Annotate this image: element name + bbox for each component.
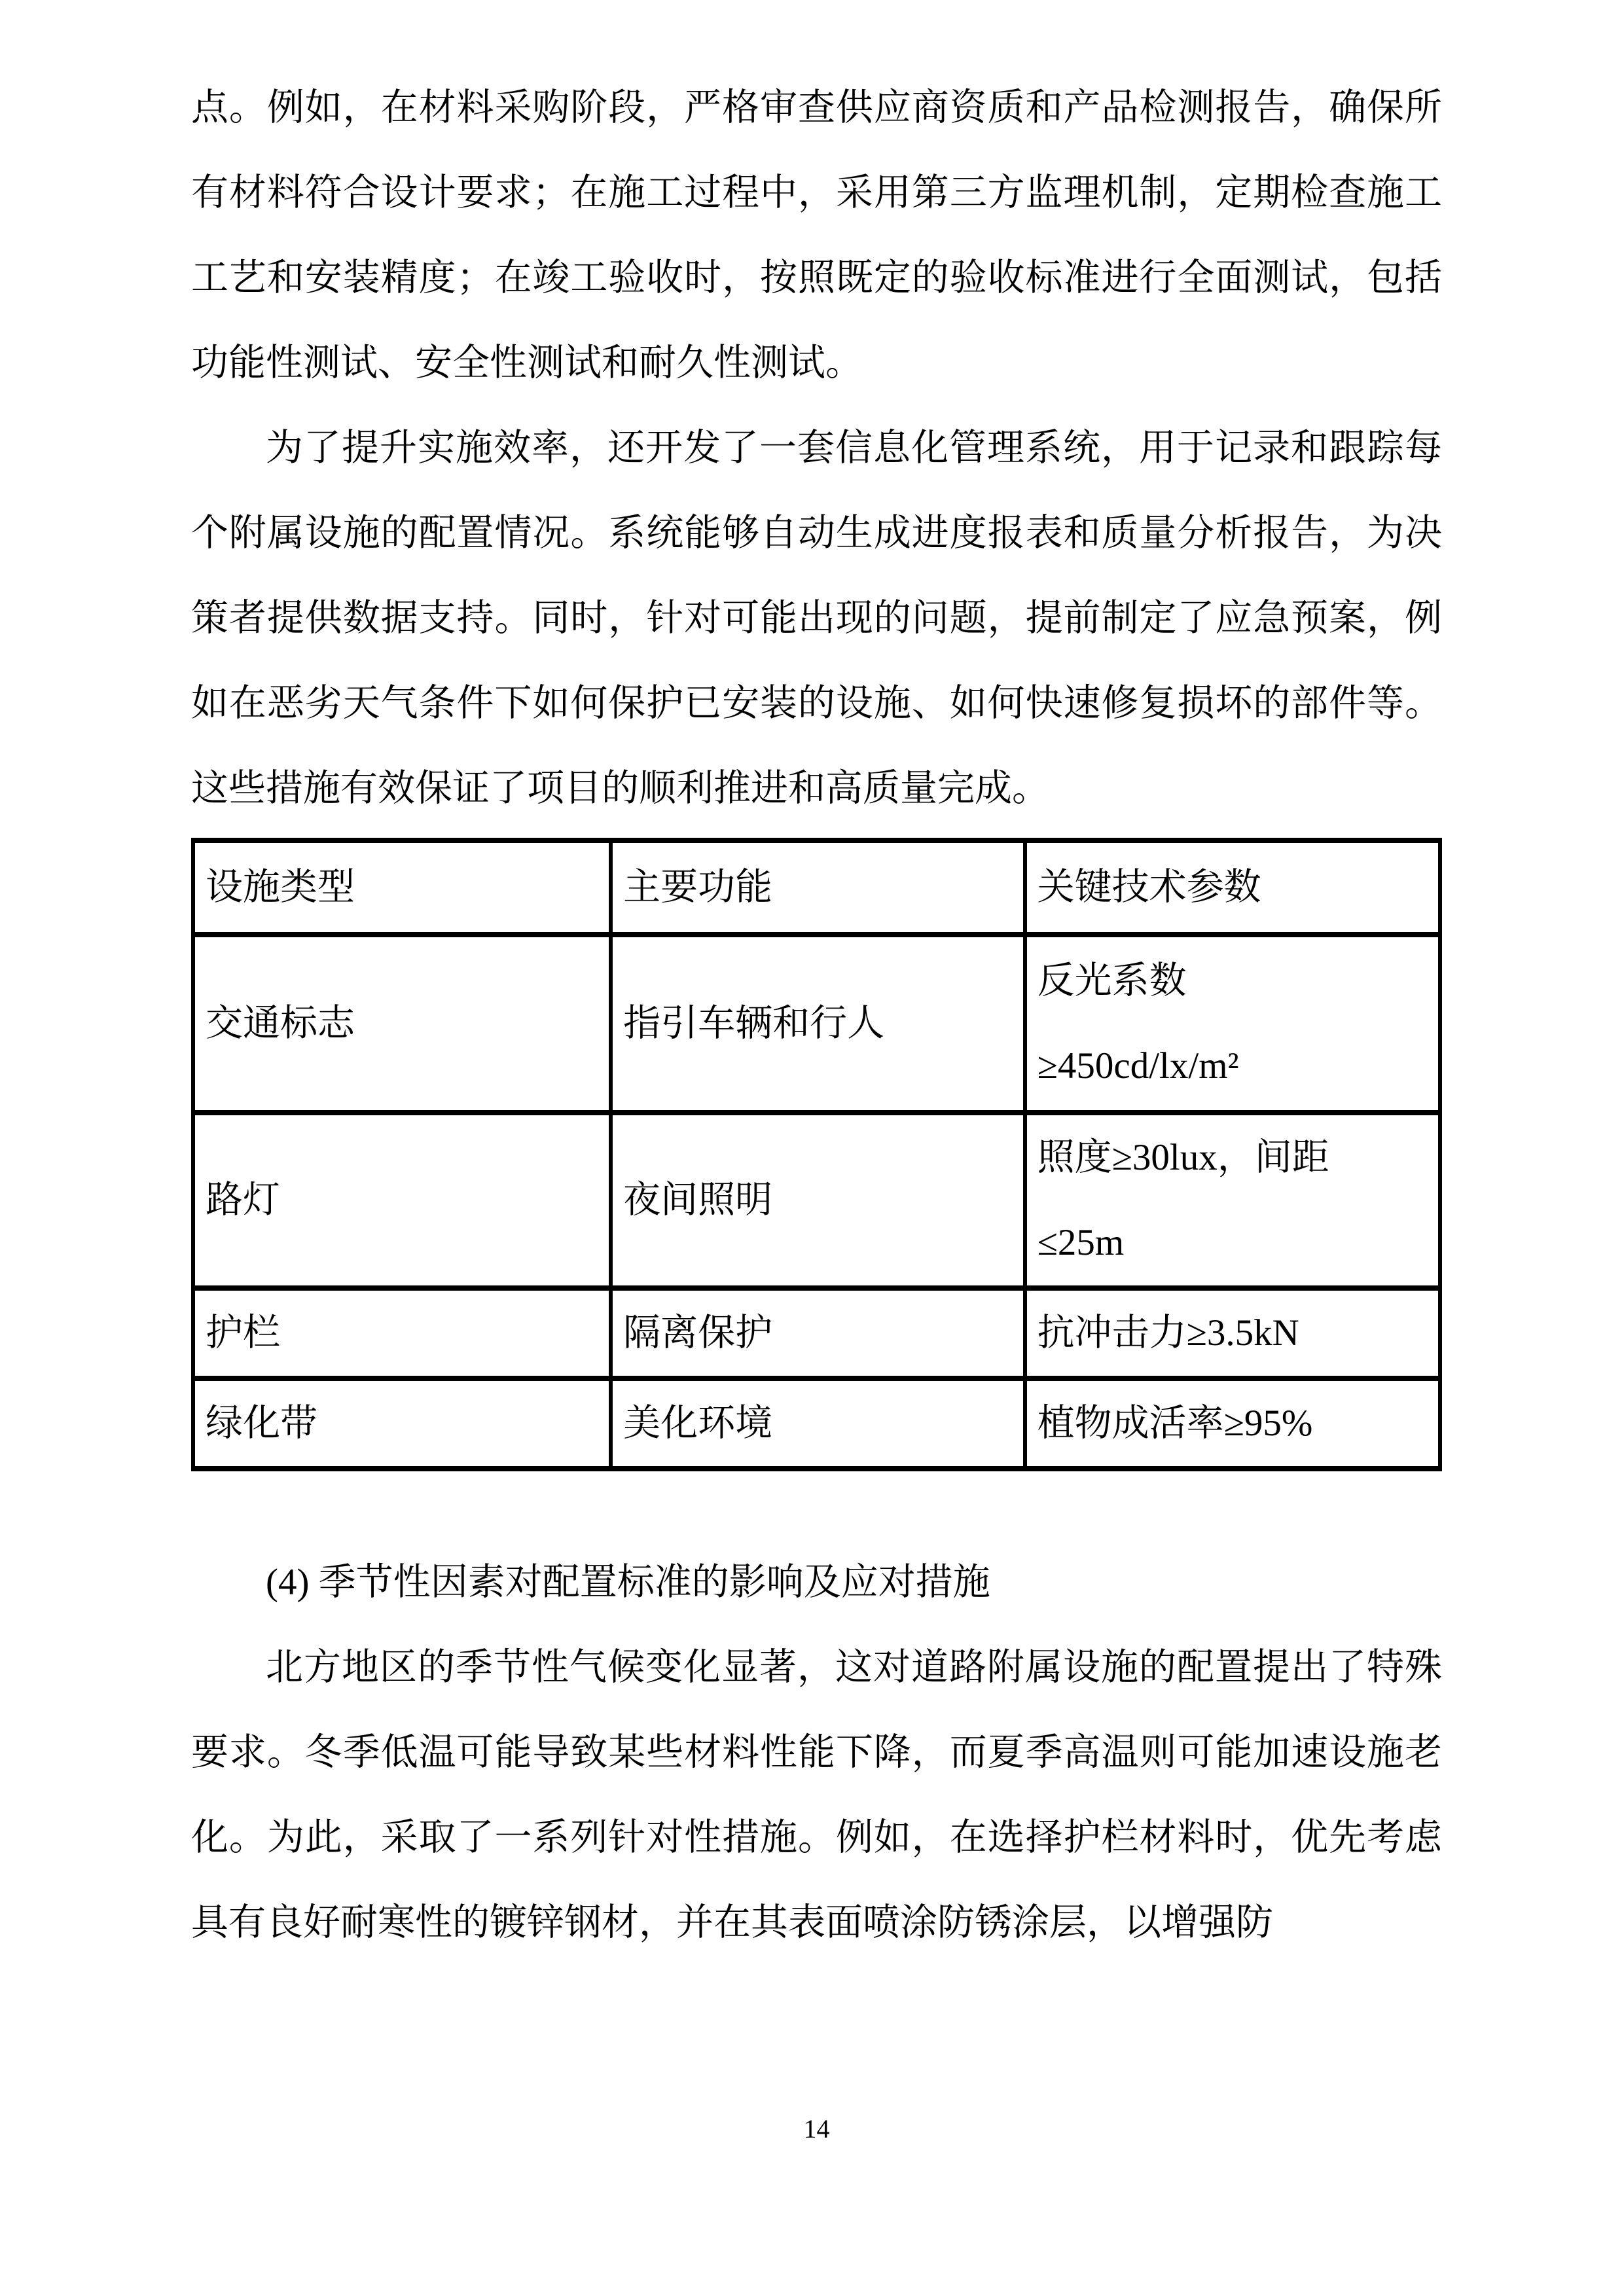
table-cell	[611, 1113, 1024, 1288]
table-row	[193, 935, 1440, 1113]
cell-line: 路灯	[206, 1179, 280, 1221]
cell-line: 照度≥30lux，间距	[1037, 1137, 1329, 1178]
cell-line: 护栏	[206, 1312, 280, 1354]
page-content	[191, 65, 1442, 1965]
table-row	[193, 1378, 1440, 1469]
table-cell	[193, 1288, 611, 1378]
cell-line: 植物成活率≥95%	[1037, 1403, 1313, 1444]
table-cell	[193, 1113, 611, 1288]
cell-line: 反光系数	[1037, 960, 1187, 1001]
table-header-cell: 关键技术参数	[1025, 840, 1440, 935]
cell-line: 夜间照明	[623, 1179, 773, 1221]
facilities-spec-table	[191, 838, 1442, 1471]
table-cell	[193, 935, 611, 1113]
table-cell	[1025, 1113, 1440, 1288]
cell-line: 抗冲击力≥3.5kN	[1037, 1312, 1299, 1354]
table-cell	[611, 935, 1024, 1113]
section-heading: (4) 季节性因素对配置标准的影响及应对措施	[266, 1562, 990, 1603]
cell-line: 指引车辆和行人	[623, 1003, 885, 1044]
cell-line: 绿化带	[206, 1403, 317, 1444]
table-cell	[1025, 1288, 1440, 1378]
table-cell	[1025, 1378, 1440, 1469]
table-row	[193, 1288, 1440, 1378]
body-paragraph: 北方地区的季节性气候变化显著，这对道路附属设施的配置提出了特殊要求。冬季低温可能导致某些材料性能下降，而夏季高温则可能加速设施老化。为此，采取了一系列针对性措施。例如，在选择护栏材料时，优先考虑具有良好耐寒性的镀锌钢材，并在其表面喷涂防锈涂层，以增强防	[191, 1647, 1442, 1943]
table-cell	[1025, 935, 1440, 1113]
cell-line: 隔离保护	[623, 1312, 773, 1354]
cell-line: 美化环境	[623, 1403, 773, 1444]
table-header-cell: 主要功能	[611, 840, 1024, 935]
table-header-cell: 设施类型	[193, 840, 611, 935]
table-cell	[611, 1378, 1024, 1469]
cell-line: 交通标志	[206, 1003, 355, 1044]
page-number: 14	[803, 2114, 830, 2144]
table-header-row	[193, 840, 1440, 935]
table-cell	[611, 1288, 1024, 1378]
body-paragraph: 点。例如，在材料采购阶段，严格审查供应商资质和产品检测报告，确保所有材料符合设计要求；在施工过程中，采用第三方监理机制，定期检查施工工艺和安装精度；在竣工验收时，按照既定的验收标准进行全面测试，包括功能性测试、安全性测试和耐久性测试。	[191, 87, 1442, 384]
cell-line: ≤25m	[1037, 1222, 1125, 1263]
body-paragraph: 为了提升实施效率，还开发了一套信息化管理系统，用于记录和跟踪每个附属设施的配置情况。系统能够自动生成进度报表和质量分析报告，为决策者提供数据支持。同时，针对可能出现的问题，提前制定了应急预案，例如在恶劣天气条件下如何保护已安装的设施、如何快速修复损坏的部件等。这些措施有效保证了项目的顺利推进和高质量完成。	[191, 427, 1442, 809]
cell-line: ≥450cd/lx/m²	[1037, 1045, 1239, 1086]
table-cell	[193, 1378, 611, 1469]
table-row	[193, 1113, 1440, 1288]
